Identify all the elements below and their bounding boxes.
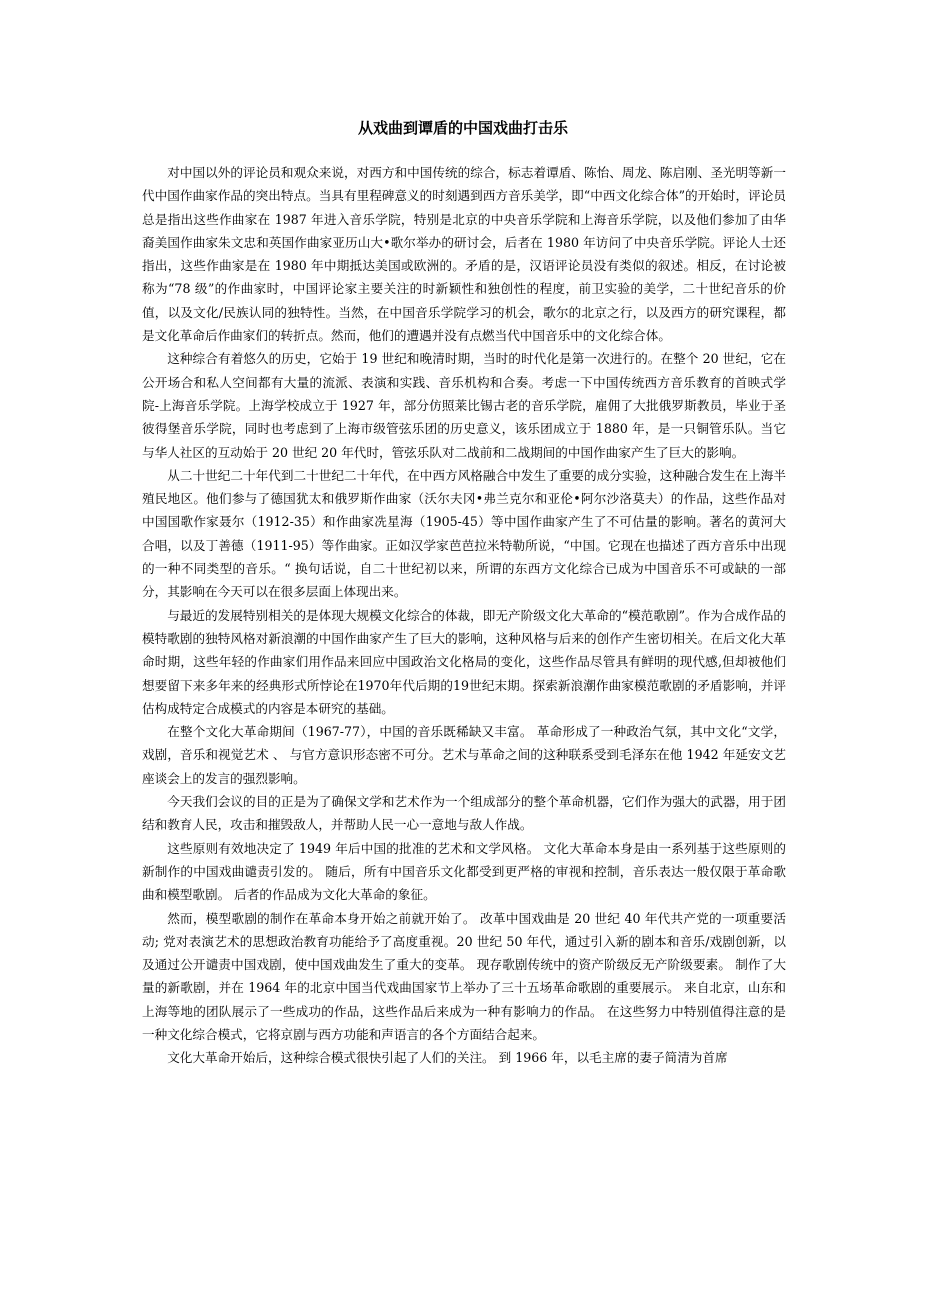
paragraph: 今天我们会议的目的正是为了确保文学和艺术作为一个组成部分的整个革命机器，它们作为强大的武器，用于团结和教育人民，攻击和摧毁敌人，并帮助人民一心一意地与敌人作战。 xyxy=(142,794,786,833)
paragraph: 这些原则有效地决定了 1949 年后中国的批准的艺术和文学风格。 文化大革命本身是由一系列基于这些原则的新制作的中国戏曲谴责引发的。 随后，所有中国音乐文化都受到更严格的审视和控制，音乐表达一般仅限于革命歌曲和模型歌剧。 后者的作品成为文化大革命的象征。 xyxy=(142,840,786,903)
paragraph: 与最近的发展特别相关的是体现大规模文化综合的体裁，即无产阶级文化大革命的“模范歌剧”。作为合成作品的模特歌剧的独特风格对新浪潮的中国作曲家产生了巨大的影响，这种风格与后来的创作产生密切相关。在后文化大革命时期，这些年轻的作曲家们用作品来回应中国政治文化格局的变化，这些作品尽管具有鲜明的现代感,但却被他们想要留下来多年来的经典形式所悖论在1970年代后期的19世纪末期。探索新浪潮作曲家模范歌剧的矛盾影响，并评估构成特定合成模式的内容是本研究的基础。 xyxy=(142,607,786,716)
paragraph: 从二十世纪二十年代到二十世纪二十年代，在中西方风格融合中发生了重要的成分实验，这种融合发生在上海半殖民地区。他们参与了德国犹太和俄罗斯作曲家（沃尔夫冈•弗兰克尔和亚伦•阿尔沙洛莫夫）的作品，这些作品对中国国歌作家聂尔（1912-35）和作曲家冼星海（1905-45）等中国作曲家产生了不可估量的影响。著名的黄河大合唱，以及丁善德（1911-95）等作曲家。正如汉学家芭芭拉米特勒所说，“中国。它现在也描述了西方音乐中出现的一种不同类型的音乐。“ 换句话说，自二十世纪初以来，所谓的东西方文化综合已成为中国音乐不可或缺的一部分，其影响在今天可以在很多层面上体现出来。 xyxy=(142,467,786,600)
document-body xyxy=(142,161,786,1070)
paragraph: 在整个文化大革命期间（1967-77），中国的音乐既稀缺又丰富。 革命形成了一种政治气氛，其中文化“文学，戏剧，音乐和视觉艺术 、 与官方意识形态密不可分。艺术与革命之间的这种联系受到毛泽东在他 1942 年延安文艺座谈会上的发言的强烈影响。 xyxy=(142,724,786,786)
paragraph: 文化大革命开始后，这种综合模式很快引起了人们的关注。 到 1966 年，以毛主席的妻子简清为首席 xyxy=(167,1050,728,1066)
paragraph: 对中国以外的评论员和观众来说，对西方和中国传统的综合，标志着谭盾、陈怡、周龙、陈启刚、圣光明等新一代中国作曲家作品的突出特点。当具有里程碑意义的时刻遇到西方音乐美学，即“中西文化综合体”的开始时，评论员总是指出这些作曲家在 1987 年进入音乐学院，特别是北京的中央音乐学院和上海音乐学院，以及他们参加了由华裔美国作曲家朱文忠和英国作曲家亚历山大•歌尔举办的研讨会，后者在 1980 年访问了中央音乐学院。评论人士还指出，这些作曲家是在 1980 年中期抵达美国或欧洲的。矛盾的是，汉语评论员没有类似的叙述。相反，在讨论被称为“78 级”的作曲家时，中国评论家主要关注的时新颖性和独创性的程度，前卫实验的美学，二十世纪音乐的价值，以及文化/民族认同的独特性。当然，在中国音乐学院学习的机会，歌尔的北京之行，以及西方的研究课程，都是文化革命后作曲家们的转折点。然而，他们的遭遇并没有点燃当代中国音乐中的文化综合体。 xyxy=(142,165,786,344)
paragraph: 然而，模型歌剧的制作在革命本身开始之前就开始了。 改革中国戏曲是 20 世纪 40 年代共产党的一项重要活动; 党对表演艺术的思想政治教育功能给予了高度重视。20 世纪 50 年代，通过引入新的剧本和音乐/戏剧创新，以及通过公开谴责中国戏剧，使中国戏曲发生了重大的变革。 现存歌剧传统中的资产阶级反无产阶级要素。 制作了大量的新歌剧，并在 1964 年的北京中国当代戏曲国家节上举办了三十五场革命歌剧的重要展示。 来自北京，山东和上海等地的团队展示了一些成功的作品，这些作品后来成为一种有影响力的作品。 在这些努力中特别值得注意的是一种文化综合模式，它将京剧与西方功能和声语言的各个方面结合起来。 xyxy=(142,910,786,1042)
paragraph: 这种综合有着悠久的历史，它始于 19 世纪和晚清时期，当时的时代化是第一次进行的。在整个 20 世纪，它在公开场合和私人空间都有大量的流派、表演和实践、音乐机构和合奏。考虑一下中国传统西方音乐教育的首映式学院-上海音乐学院。上海学校成立于 1927 年，部分仿照莱比锡古老的音乐学院，雇佣了大批俄罗斯教员，毕业于圣彼得堡音乐学院，同时也考虑到了上海市级管弦乐团的历史意义，该乐团成立于 1880 年，是一只铜管乐队。当它与华人社区的互动始于 20 世纪 20 年代时，管弦乐队对二战前和二战期间的中国作曲家产生了巨大的影响。 xyxy=(142,351,786,460)
document-title: 从戏曲到谭盾的中国戏曲打击乐 xyxy=(357,119,568,137)
